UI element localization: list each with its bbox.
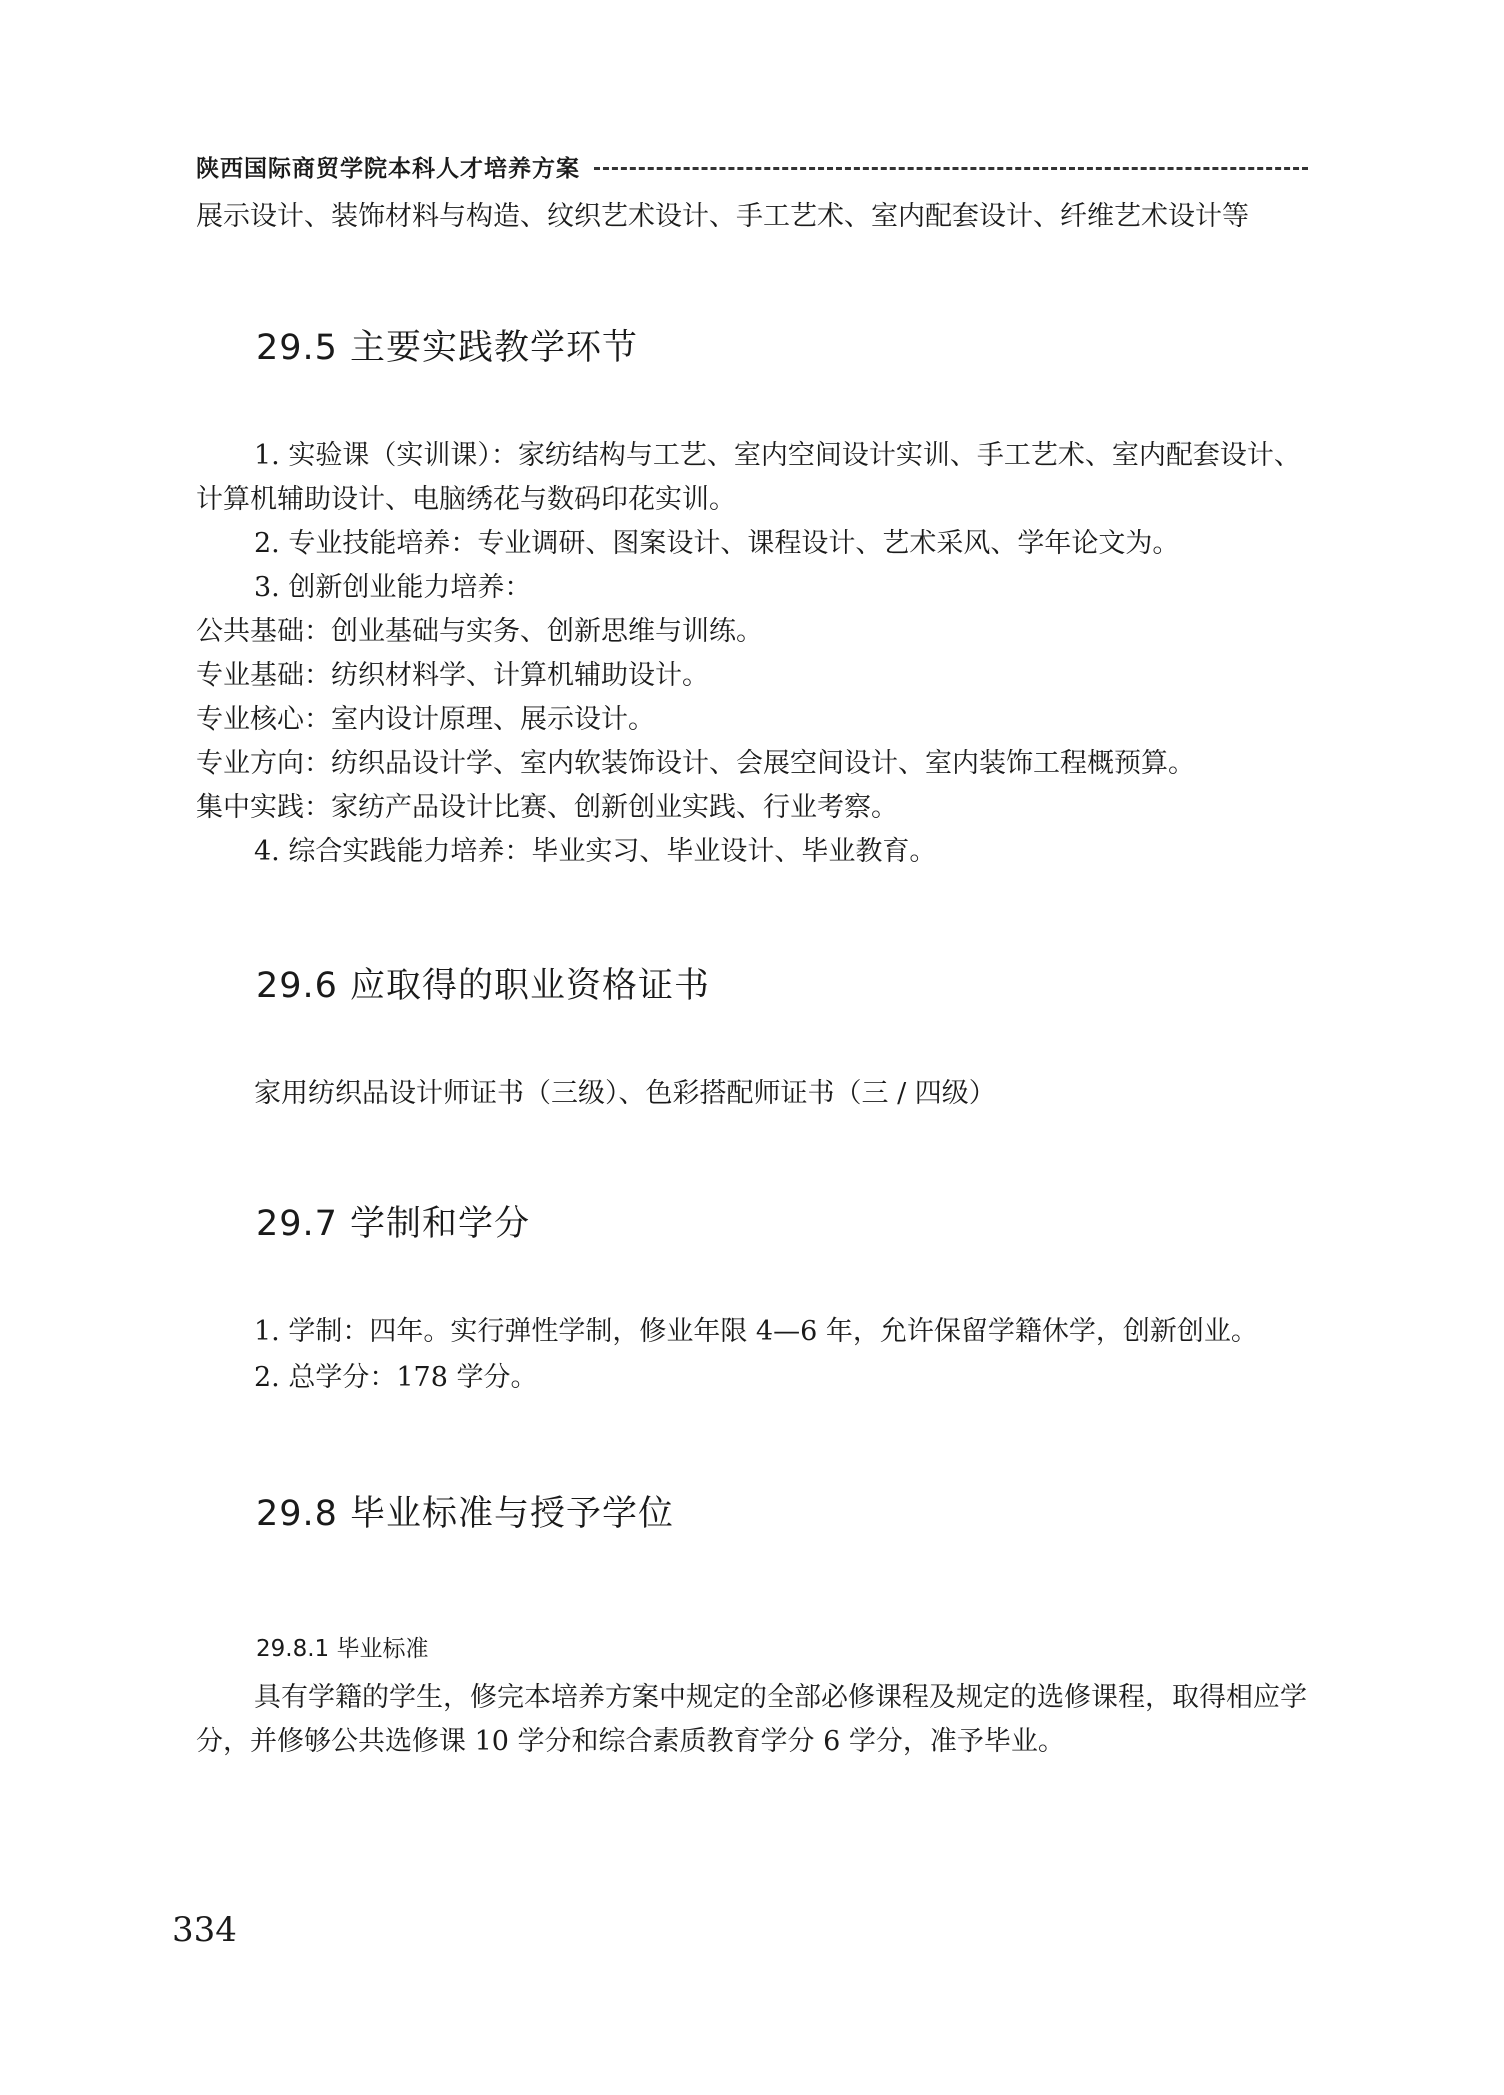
section-29-6-heading: 29.6 应取得的职业资格证书 <box>256 966 711 1006</box>
section-29-8-1-heading: 29.8.1 毕业标准 <box>256 1636 429 1662</box>
section-29-5-item3: 3. 创新创业能力培养： <box>254 572 532 603</box>
public-basics-line: 公共基础：创业基础与实务、创新思维与训练。 <box>196 616 763 647</box>
header-title: 陕西国际商贸学院本科人才培养方案 <box>196 156 580 182</box>
header-dashed-rule <box>594 167 1308 170</box>
section-29-7-item1: 1. 学制：四年。实行弹性学制，修业年限 4—6 年，允许保留学籍休学，创新创业。 <box>254 1316 1258 1347</box>
section-29-5-item2: 2. 专业技能培养：专业调研、图案设计、课程设计、艺术采风、学年论文为。 <box>254 528 1180 559</box>
section-29-5-heading: 29.5 主要实践教学环节 <box>256 328 639 368</box>
page-number: 334 <box>172 1910 237 1950</box>
intro-line: 展示设计、装饰材料与构造、纹织艺术设计、手工艺术、室内配套设计、纤维艺术设计等 <box>196 201 1249 232</box>
major-direction-line: 专业方向：纺织品设计学、室内软装饰设计、会展空间设计、室内装饰工程概预算。 <box>196 748 1195 779</box>
section-29-5-item4: 4. 综合实践能力培养：毕业实习、毕业设计、毕业教育。 <box>254 836 937 867</box>
section-29-7-item2: 2. 总学分：178 学分。 <box>254 1362 538 1393</box>
section-29-8-heading: 29.8 毕业标准与授予学位 <box>256 1494 675 1534</box>
section-29-7-heading: 29.7 学制和学分 <box>256 1204 531 1244</box>
section-29-8-1-body: 具有学籍的学生，修完本培养方案中规定的全部必修课程及规定的选修课程，取得相应学分，并修够公共选修课 10 学分和综合素质教育学分 6 学分，准予毕业。 <box>196 1682 1307 1757</box>
major-basics-line: 专业基础：纺织材料学、计算机辅助设计。 <box>196 660 709 691</box>
section-29-6-body: 家用纺织品设计师证书（三级）、色彩搭配师证书（三 / 四级） <box>254 1078 996 1109</box>
running-header <box>196 150 1308 183</box>
section-29-5-item1: 1. 实验课（实训课）：家纺结构与工艺、室内空间设计实训、手工艺术、室内配套设计、计算机辅助设计、电脑绣花与数码印花实训。 <box>196 440 1301 515</box>
major-core-line: 专业核心：室内设计原理、展示设计。 <box>196 704 655 735</box>
focused-practice-line: 集中实践：家纺产品设计比赛、创新创业实践、行业考察。 <box>196 792 898 823</box>
